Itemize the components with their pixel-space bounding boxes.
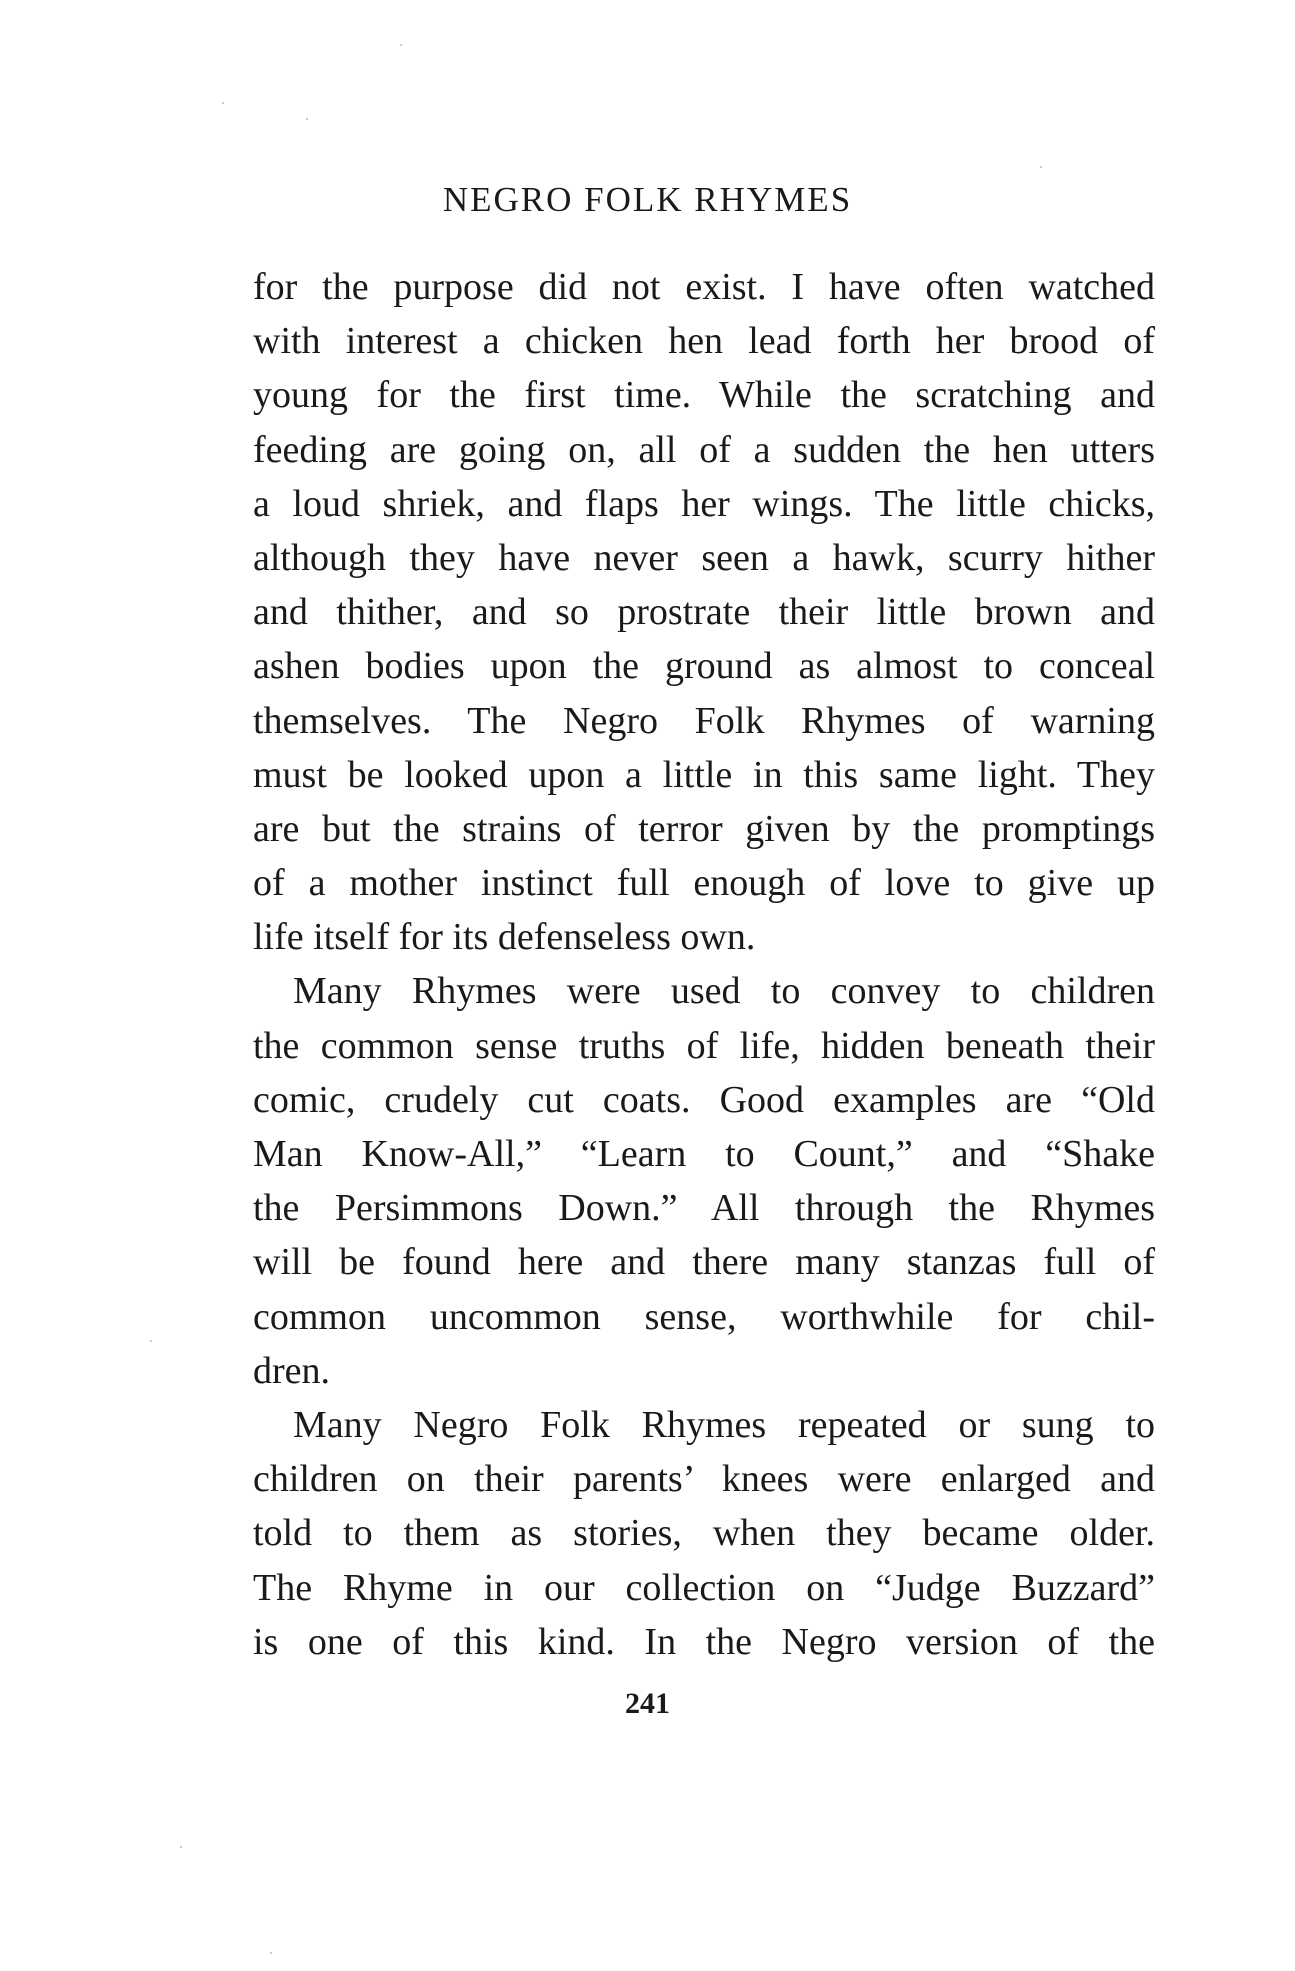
paper-speck [400,44,402,46]
text-line: of a mother instinct full enough of love to give up [253,862,1155,905]
text-line: the common sense truths of life, hidden beneath their [253,1024,1155,1067]
text-line: will be found here and there many stanzas full of [253,1241,1155,1284]
text-line: Man Know-All,” “Learn to Count,” and “Shake [253,1133,1155,1175]
text-line: is one of this kind. In the Negro version of the [253,1620,1155,1663]
text-line: ashen bodies upon the ground as almost to conceal [253,645,1155,688]
page-number: 241 [625,1687,670,1720]
paper-speck [150,1340,152,1342]
body-text [253,260,1155,1669]
paragraph-first-line: Many Rhymes were used to convey to children [293,970,1155,1013]
text-line: common uncommon sense, worthwhile for chil- [253,1295,1155,1338]
text-line: children on their parents’ knees were enlarged and [253,1458,1155,1501]
text-line: young for the first time. While the scratching and [253,374,1155,417]
paper-speck [306,118,308,120]
text-line: although they have never seen a hawk, scurry hither [253,536,1155,579]
text-line: with interest a chicken hen lead forth her brood of [253,320,1155,363]
text-line: a loud shriek, and flaps her wings. The little chicks, [253,482,1155,525]
text-line: and thither, and so prostrate their little brown and [253,591,1155,634]
paper-speck [1040,166,1042,168]
text-line: are but the strains of terror given by the promptings [253,807,1155,850]
paper-speck [222,102,224,104]
paper-speck [180,1846,182,1848]
text-line: feeding are going on, all of a sudden the hen utters [253,428,1155,471]
text-line: told to them as stories, when they became older. [253,1512,1155,1555]
paragraph-first-line: Many Negro Folk Rhymes repeated or sung to [293,1403,1155,1446]
text-line: must be looked upon a little in this same light. They [253,753,1155,796]
text-line: the Persimmons Down.” All through the Rhymes [253,1187,1155,1230]
running-head: NEGRO FOLK RHYMES [442,180,853,219]
text-line: for the purpose did not exist. I have often watched [253,266,1155,308]
paper-speck [270,1952,272,1954]
text-line: The Rhyme in our collection on “Judge Buzzard” [253,1566,1155,1609]
text-line: themselves. The Negro Folk Rhymes of warning [253,699,1155,742]
text-line: life itself for its defenseless own. [253,916,756,959]
text-line: dren. [253,1349,331,1392]
text-line: comic, crudely cut coats. Good examples are “Old [253,1078,1155,1121]
